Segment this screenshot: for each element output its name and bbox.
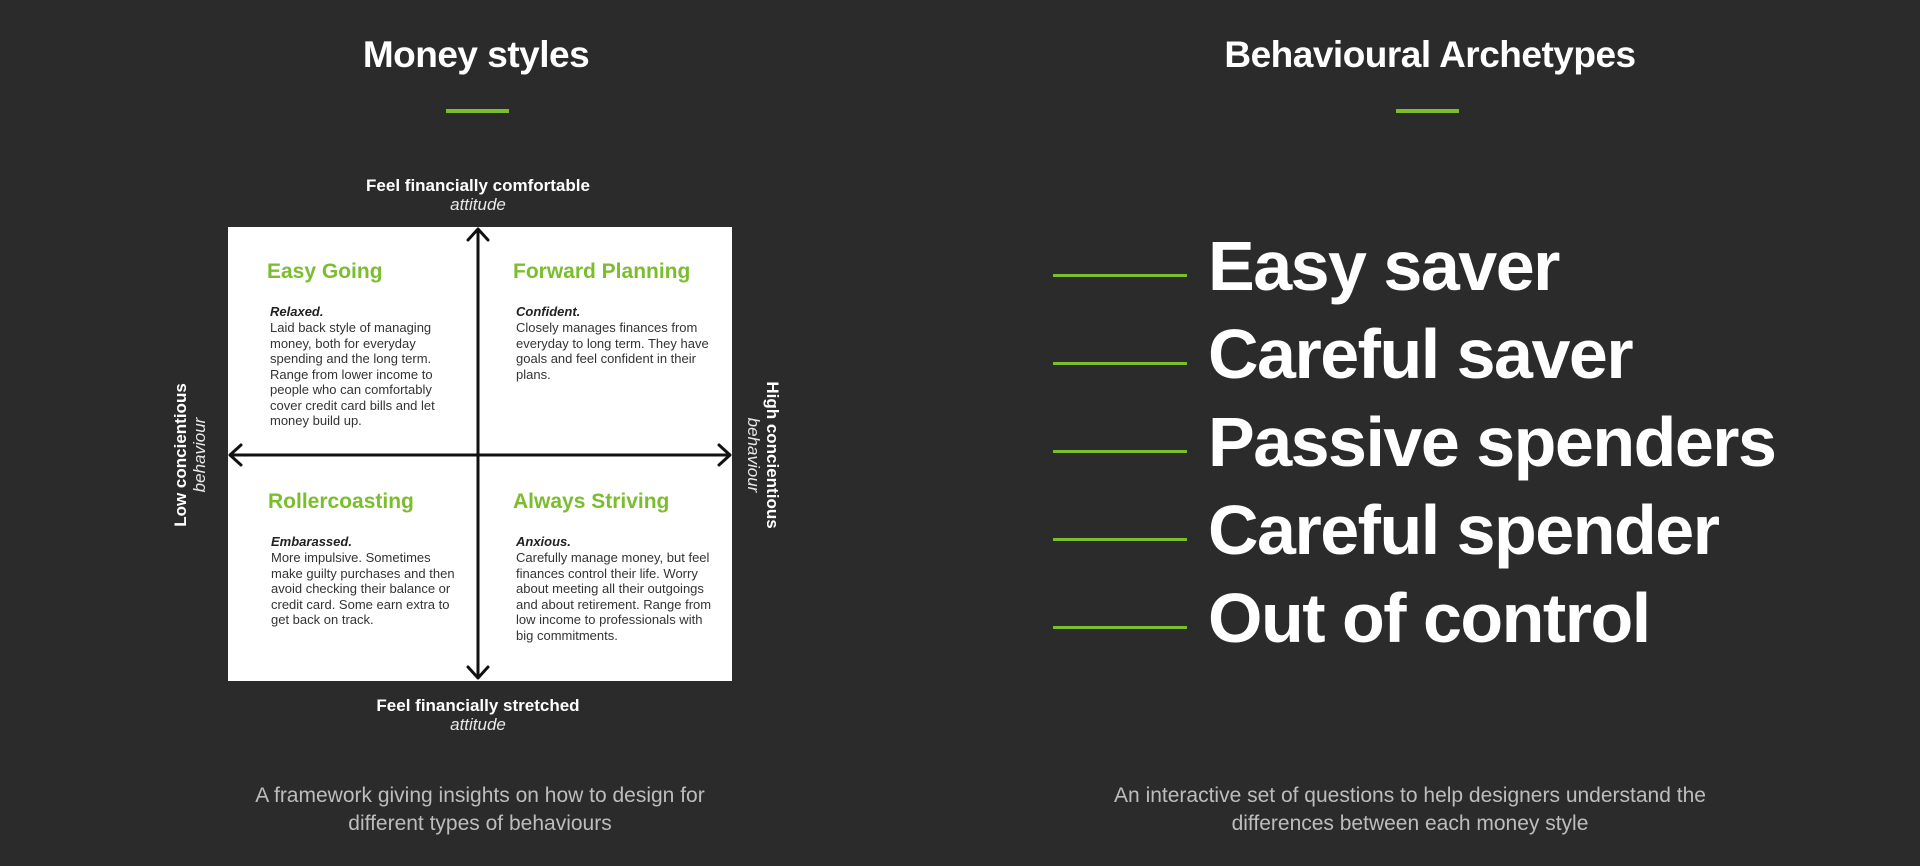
- archetype-item: [1053, 310, 1775, 398]
- axis-label-top: [328, 176, 628, 214]
- quadrant-title: Rollercoasting: [268, 490, 414, 513]
- quadrant-title: Forward Planning: [513, 260, 691, 283]
- quadrant-mood: Confident.: [516, 304, 581, 319]
- archetype-line-icon: [1053, 538, 1187, 541]
- axis-left-main: Low concientious: [171, 383, 190, 527]
- quadrant-mood: Anxious.: [516, 534, 571, 549]
- archetype-label: Careful spender: [1208, 491, 1719, 569]
- archetype-line-icon: [1053, 362, 1187, 365]
- axis-right-sub: behaviour: [744, 417, 763, 493]
- quadrant-easy-going: [267, 260, 457, 429]
- archetype-label: Careful saver: [1208, 315, 1633, 393]
- quadrant-mood: Relaxed.: [270, 304, 324, 319]
- quadrant-title: Easy Going: [267, 260, 383, 283]
- axis-label-right: [744, 305, 782, 605]
- money-styles-title: Money styles: [362, 34, 590, 75]
- quadrant-description: Laid back style of managing money, both for everyday spending and the long term. Range from lower income to people who can comfortably cover credit card bills and let money build up.: [270, 320, 435, 428]
- archetype-line-icon: [1053, 450, 1187, 453]
- archetype-line-icon: [1053, 274, 1187, 277]
- behavioural-archetypes-title-underline: [1396, 109, 1459, 113]
- archetype-label: Passive spenders: [1208, 403, 1776, 481]
- quadrant-title: Always Striving: [513, 490, 670, 513]
- money-styles-caption: A framework giving insights on how to design for different types of behaviours: [255, 784, 705, 835]
- archetype-item: [1053, 222, 1775, 310]
- quadrant-mood: Embarassed.: [271, 534, 352, 549]
- quadrant-description: Carefully manage money, but feel finances control their life. Worry about meeting all their outgoings and about retirement. Range from low income to professionals with big commitments.: [516, 550, 712, 643]
- archetype-item: [1053, 574, 1775, 662]
- axis-top-sub: attitude: [450, 195, 506, 214]
- axis-left-sub: behaviour: [190, 417, 209, 493]
- axis-right-main: High concientious: [763, 381, 782, 529]
- behavioural-archetypes-caption: An interactive set of questions to help designers understand the differences between each money style: [1114, 784, 1706, 835]
- archetype-label: Easy saver: [1208, 227, 1559, 305]
- archetype-item: [1053, 486, 1775, 574]
- money-styles-title-underline: [446, 109, 509, 113]
- axis-bottom-sub: attitude: [450, 715, 506, 734]
- axis-bottom-main: Feel financially stretched: [376, 696, 580, 715]
- archetype-list: [1053, 222, 1775, 662]
- quadrant-rollercoasting: [268, 490, 458, 628]
- quadrant-description: More impulsive. Sometimes make guilty purchases and then avoid checking their balance or credit card. Some earn extra to get back on track.: [271, 550, 455, 627]
- axis-label-left: [171, 305, 209, 605]
- behavioural-archetypes-title: Behavioural Archetypes: [1224, 34, 1636, 75]
- quadrant-description: Closely manages finances from everyday to long term. They have goals and feel confident in their plans.: [516, 320, 709, 382]
- axis-top-main: Feel financially comfortable: [366, 176, 590, 195]
- quadrant-forward-planning: [513, 260, 713, 382]
- quadrant-always-striving: [513, 490, 713, 643]
- archetype-label: Out of control: [1208, 579, 1650, 657]
- axis-label-bottom: [328, 696, 628, 734]
- archetype-item: [1053, 398, 1775, 486]
- archetype-line-icon: [1053, 626, 1187, 629]
